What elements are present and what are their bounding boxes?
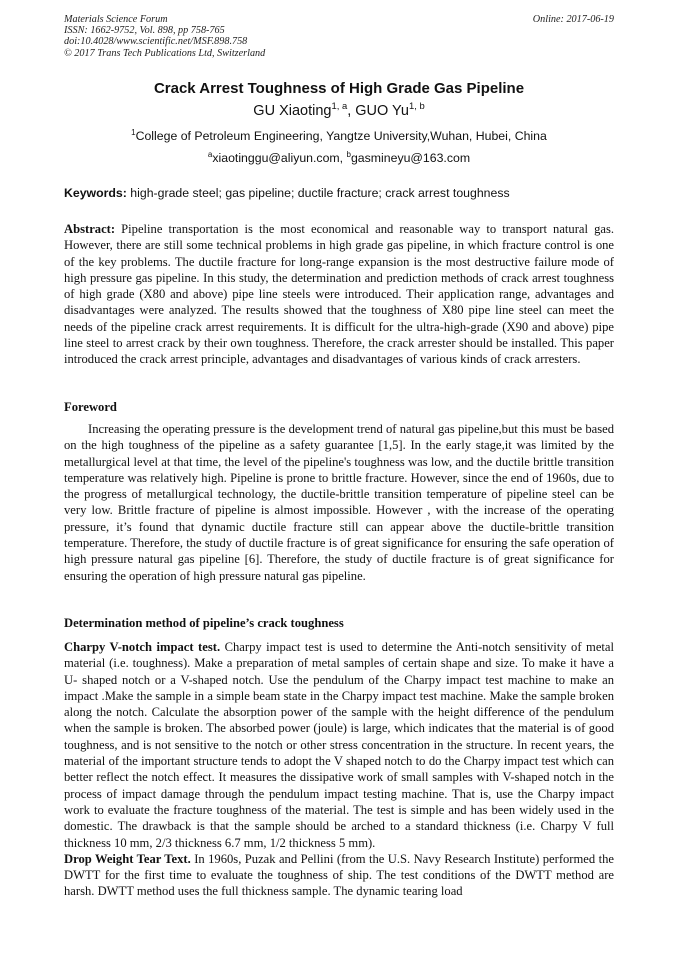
email-mark: a [207,149,213,159]
email-link[interactable]: xiaotinggu@aliyun.com [212,151,340,165]
keywords [64,186,616,200]
dwtt-text: In 1960s, Puzak and Pellini (from the U.S. Navy Research Institute) performed the DWTT for the first time to evaluate the toughness of ship. The test conditions of the DWTT method are harsh. DWTT method uses the full thickness sample. The dynamic tearing load [64,851,614,899]
keywords-text: high-grade steel; gas pipeline; ductile fracture; crack arrest toughness [130,186,510,200]
abstract-text: Pipeline transportation is the most economical and reasonable way to transport natural gas. However, there are still some technical problems in high grade gas pipeline, in which fracture control is one of the key problems. The ductile fracture for long-range expansion is the most destructive failure mode of high pressure gas pipeline. In this study, the determination and prediction methods of crack arrest toughness of high grade (X80 and above) pipe line steels were introduced. Their application range, advantages and disadvantages were analyzed. The results showed that the toughness of X80 pipe line steel can meet the needs of the pipeline crack arrest requirements. It is difficult for the ultra-high-grade (X90 and above) pipe line steel to arrest crack by their own toughness. Therefore, the crack arrester should be installed. This paper introduced the crack arrest principle, advantages and disadvantages of various kinds of crack arresters. [64,222,614,367]
affil-mark: 1 [131,127,136,137]
author-name: GU Xiaoting [253,103,332,119]
author-name: GUO Yu [355,103,409,119]
author-affil-mark: 1, a [331,100,348,112]
email-mark: b [346,149,351,159]
determination-section [64,639,614,900]
author-affil-mark: 1, b [408,100,425,112]
issn-volume: ISSN: 1662-9752, Vol. 898, pp 758-765 [64,25,225,37]
affil-text: College of Petroleum Engineering, Yangtze University,Wuhan, Hubei, China [135,129,547,143]
charpy-paragraph [64,639,614,851]
foreword-paragraph: Increasing the operating pressure is the development trend of natural gas pipeline,but this must be based on the high toughness of the pipeline as a safety guarantee [1,5]. In the early stage,it was limited by the metallurgical level at that time, the level of the pipeline's toughness was low, and the ductile brittle transition temperature was relatively high. Pipeline is prone to brittle fracture. However, since the end of 1960s, due to the progress of metallurgical technology, the ductile-brittle transition temperature of pipeline steel can be very low. Brittle fracture of pipeline is almost impossible. However , with the increase of the operating pressure, it’s found that dynamic ductile fracture still can appear above the ductile-brittle transition temperature. Therefore, the study of ductile fracture is of great significance for ensuring the safe operation of high pressure natural gas pipeline [6]. Therefore, the study of ductile fracture is of great significance for ensuring the operation of high pressure natural gas pipeline. [64,422,614,583]
dwtt-label: Drop Weight Tear Text. [64,851,191,866]
abstract-label: Abstract: [64,222,116,236]
email-link[interactable]: gasmineyu@163.com [350,151,471,165]
author-separator: , [347,103,356,119]
copyright: © 2017 Trans Tech Publications Ltd, Switzerland [64,47,266,59]
online-date: Online: 2017-06-19 [532,14,614,25]
journal-name: Materials Science Forum [64,14,168,25]
foreword-heading: Foreword [64,400,117,414]
author-line [0,100,678,119]
charpy-text: Charpy impact test is used to determine the Anti-notch sensitivity of metal material (i.e. toughness). Make a preparation of metal samples of certain shape and size. To make it have a U- shaped notch or a V-shaped notch. Use the pendulum of the Charpy impact test machine to make an impact .Make the sample in a simple beam state in the Charpy impact test machine. Make the sample broken along the notch. Calculate the absorption power of the sample with the height difference of the pendulum when the sample is broken. The absorbed power (joule) is large, which indicates that the material is of good toughness, and is not sensitive to the notch or other stress concentration in the structure. In recent years, the material of the important structure tends to adopt the V shaped notch to do the Charpy impact test which can better reflect the notch effect. It measures the dissipative work of small samples with V-shaped notch in the process of impact damage through the pendulum impact testing machine. That is, use the Charpy impact work to evaluate the fracture toughness of the material. The test is simple and has been widely used in the domestic. The drawback is that the sample should be arched to a standard thickness (i.e. Charpy V full thickness 10 mm, 2/3 thickness 6.7 mm, 1/2 thickness 5 mm). [64,640,614,850]
affiliation [0,129,678,143]
foreword-section [64,421,614,584]
dwtt-paragraph [64,851,614,900]
email-separator: , [339,151,347,165]
charpy-label: Charpy V-notch impact test. [64,640,221,654]
paper-title: Crack Arrest Toughness of High Grade Gas Pipeline [153,80,525,97]
keywords-label: Keywords: [64,186,127,200]
abstract [64,221,614,368]
author-emails [0,151,678,165]
doi-link[interactable]: doi:10.4028/www.scientific.net/MSF.898.758 [64,36,248,48]
journal-info [64,14,265,59]
determination-heading: Determination method of pipeline’s crack toughness [64,616,344,630]
